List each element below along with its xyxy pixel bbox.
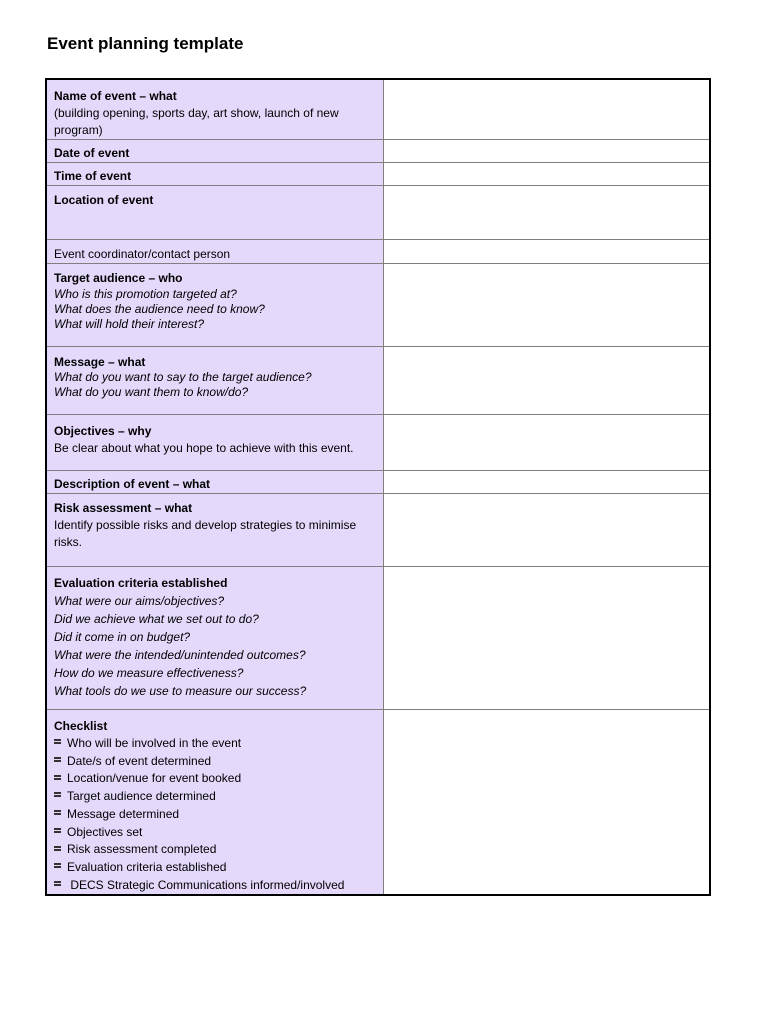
message-question: What do you want to say to the target audience?	[54, 370, 312, 384]
evaluation-question: What tools do we use to measure our success?	[54, 684, 307, 698]
evaluation-question: What were our aims/objectives?	[54, 594, 225, 608]
text-coordinator: Event coordinator/contact person	[54, 247, 231, 261]
label-evaluation	[46, 567, 383, 710]
heading-evaluation: Evaluation criteria established	[54, 576, 228, 590]
row-objectives	[46, 415, 710, 471]
checklist-item-label: Objectives set	[67, 824, 143, 839]
note-event-name: (building opening, sports day, art show, launch of new program)	[54, 106, 339, 137]
checklist-item	[54, 859, 376, 877]
row-date	[46, 140, 710, 163]
checklist-item	[54, 824, 376, 842]
checkbox-icon[interactable]	[54, 846, 61, 851]
row-coordinator	[46, 240, 710, 264]
checkbox-icon[interactable]	[54, 810, 61, 815]
checklist-item	[54, 877, 376, 895]
checklist-item	[54, 806, 376, 824]
heading-checklist: Checklist	[54, 719, 108, 733]
row-event-name	[46, 79, 710, 140]
text-risk: Identify possible risks and develop strategies to minimise risks.	[54, 518, 357, 549]
checkbox-icon[interactable]	[54, 757, 61, 762]
checklist-item-label: DECS Strategic Communications informed/involved	[67, 877, 345, 892]
heading-date: Date of event	[54, 146, 130, 160]
checkbox-icon[interactable]	[54, 828, 61, 833]
checklist-item-label: Target audience determined	[67, 789, 216, 804]
heading-event-name: Name of event – what	[54, 89, 177, 103]
checklist-item	[54, 788, 376, 806]
row-message	[46, 347, 710, 415]
heading-location: Location of event	[54, 193, 154, 207]
evaluation-question: What were the intended/unintended outcomes?	[54, 648, 306, 662]
checklist-item-label: Location/venue for event booked	[67, 771, 242, 786]
heading-risk: Risk assessment – what	[54, 501, 193, 515]
field-coordinator[interactable]	[383, 240, 710, 264]
checkbox-icon[interactable]	[54, 881, 61, 886]
checklist-item	[54, 735, 376, 753]
heading-time: Time of event	[54, 169, 132, 183]
checklist-item-label: Evaluation criteria established	[67, 859, 227, 874]
label-checklist	[46, 710, 383, 896]
row-evaluation	[46, 567, 710, 710]
label-audience	[46, 264, 383, 347]
field-checklist[interactable]	[383, 710, 710, 896]
event-planning-table	[45, 78, 711, 896]
page-title: Event planning template	[47, 34, 244, 53]
field-risk[interactable]	[383, 494, 710, 567]
checklist-item	[54, 753, 376, 771]
evaluation-question: Did it come in on budget?	[54, 630, 191, 644]
label-date	[46, 140, 383, 163]
checklist-item	[54, 770, 376, 788]
heading-message: Message – what	[54, 355, 146, 369]
label-message	[46, 347, 383, 415]
checkbox-icon[interactable]	[54, 863, 61, 868]
message-question: What do you want them to know/do?	[54, 385, 249, 399]
label-location	[46, 186, 383, 240]
heading-description: Description of event – what	[54, 477, 211, 491]
field-date[interactable]	[383, 140, 710, 163]
checklist-item-label: Date/s of event determined	[67, 753, 212, 768]
field-audience[interactable]	[383, 264, 710, 347]
field-evaluation[interactable]	[383, 567, 710, 710]
field-time[interactable]	[383, 163, 710, 186]
label-description	[46, 471, 383, 494]
field-location[interactable]	[383, 186, 710, 240]
row-risk	[46, 494, 710, 567]
checklist-item	[54, 841, 376, 859]
checklist-item-label: Risk assessment completed	[67, 842, 217, 857]
checklist-item-label: Message determined	[67, 806, 180, 821]
audience-question: Who is this promotion targeted at?	[54, 287, 237, 301]
text-objectives: Be clear about what you hope to achieve with this event.	[54, 441, 354, 455]
row-checklist	[46, 710, 710, 896]
label-event-name	[46, 79, 383, 140]
field-event-name[interactable]	[383, 79, 710, 140]
field-objectives[interactable]	[383, 415, 710, 471]
checkbox-icon[interactable]	[54, 792, 61, 797]
row-description	[46, 471, 710, 494]
evaluation-question: Did we achieve what we set out to do?	[54, 612, 259, 626]
label-objectives	[46, 415, 383, 471]
checkbox-icon[interactable]	[54, 739, 61, 744]
heading-objectives: Objectives – why	[54, 424, 152, 438]
row-time	[46, 163, 710, 186]
field-description[interactable]	[383, 471, 710, 494]
row-audience	[46, 264, 710, 347]
label-time	[46, 163, 383, 186]
field-message[interactable]	[383, 347, 710, 415]
audience-question: What does the audience need to know?	[54, 302, 265, 316]
checklist-item-label: Who will be involved in the event	[67, 736, 242, 750]
checkbox-icon[interactable]	[54, 775, 61, 780]
heading-audience: Target audience – who	[54, 271, 183, 285]
evaluation-question: How do we measure effectiveness?	[54, 666, 244, 680]
row-location	[46, 186, 710, 240]
audience-question: What will hold their interest?	[54, 317, 205, 331]
label-risk	[46, 494, 383, 567]
label-coordinator	[46, 240, 383, 264]
